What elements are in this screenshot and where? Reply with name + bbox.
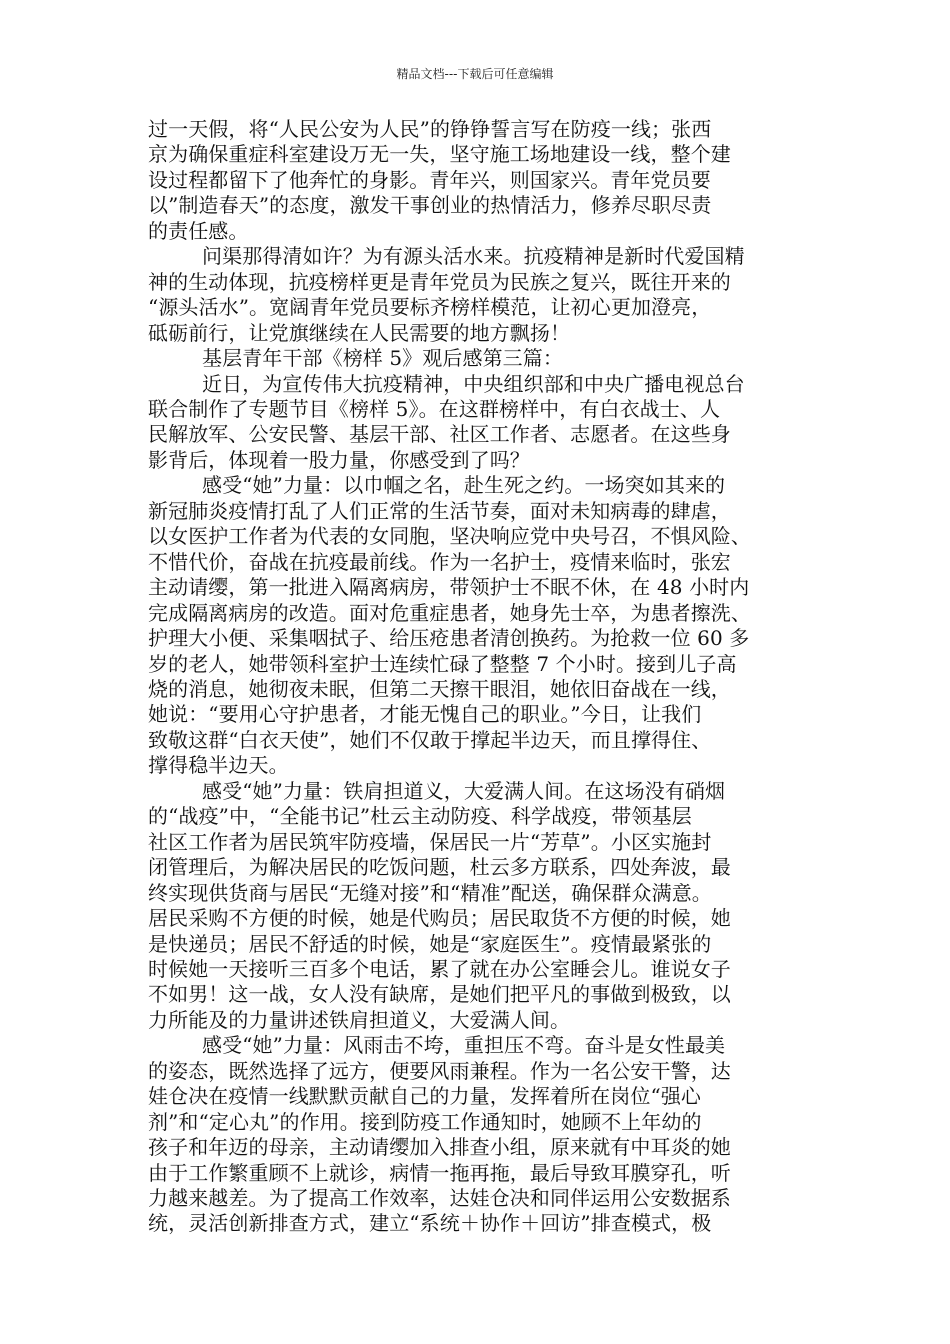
text-line: 砥砺前行，让党旗继续在人民需要的地方飘扬！ [148, 320, 571, 345]
text-line: 感受“她”力量：以巾帼之名，赴生死之约。一场突如其来的 [202, 473, 726, 498]
text-line: 以”制造春天”的态度，激发干事创业的热情活力，修养尽职尽责 [148, 193, 712, 218]
text-line: “源头活水”。宽阔青年党员要标齐榜样模范，让初心更加澄亮， [148, 295, 712, 320]
text-line: 岁的老人，她带领科室护士连续忙碌了整整 7 个小时。接到儿子高 [148, 651, 737, 676]
paragraph [148, 473, 808, 778]
text-line: 居民采购不方便的时候，她是代购员；居民取货不方便的时候，她 [148, 906, 731, 931]
text-line: 感受“她”力量：风雨击不垮，重担压不弯。奋斗是女性最美 [202, 1033, 726, 1058]
text-line: 烧的消息，她彻夜未眠，但第二天擦干眼泪，她依旧奋战在一线， [148, 676, 731, 701]
text-line: 孩子和年迈的母亲，主动请缨加入排查小组，原来就有中耳炎的她 [148, 1135, 731, 1160]
text-line: 过一天假，将“人民公安为人民”的铮铮誓言写在防疫一线；张西 [148, 117, 712, 141]
text-line: 护理大小便、采集咽拭子、给压疮患者清创换药。为抢救一位 60 多 [148, 626, 750, 651]
text-line: 撑得稳半边天。 [148, 753, 289, 778]
text-line: 完成隔离病房的改造。面对危重症患者，她身先士卒，为患者擦洗、 [148, 600, 751, 625]
text-line: 统，灵活创新排查方式，建立“系统＋协作＋回访”排查模式，极 [148, 1211, 712, 1236]
text-line: 闭管理后，为解决居民的吃饭问题，杜云多方联系，四处奔波，最 [148, 855, 731, 880]
text-line: 问渠那得清如许？为有源头活水来。抗疫精神是新时代爱国精 [202, 244, 745, 269]
text-line: 时候她一天接听三百多个电话，累了就在办公室睡会儿。谁说女子 [148, 956, 731, 981]
text-line: 是快递员；居民不舒适的时候，她是“家庭医生”。疫情最紧张的 [148, 931, 712, 956]
text-line: 致敬这群“白衣天使”，她们不仅敢于撑起半边天，而且撑得住、 [148, 727, 712, 752]
document-body [148, 117, 808, 1237]
page-header: 精品文档---下载后可任意编辑 [396, 67, 554, 81]
text-line: 主动请缨，第一批进入隔离病房，带领护士不眠不休，在 48 小时内 [148, 575, 750, 600]
paragraph [148, 372, 808, 474]
text-line: 京为确保重症科室建设万无一失，坚守施工场地建设一线，整个建 [148, 142, 731, 167]
text-line: 她说：“要用心守护患者，才能无愧自己的职业。”今日，让我们 [148, 702, 702, 727]
text-line: 联合制作了专题节目《榜样 5》。在这群榜样中，有白衣战士、人 [148, 396, 721, 421]
text-line: 的“战疫”中，“全能书记”杜云主动防疫、科学战疫，带领基层 [148, 804, 692, 829]
text-line: 神的生动体现，抗疫榜样更是青年党员为民族之复兴，既往开来的 [148, 269, 731, 294]
text-line: 由于工作繁重顾不上就诊，病情一拖再拖，最后导致耳膜穿孔，听 [148, 1160, 731, 1185]
paragraph [148, 117, 808, 244]
text-line: 设过程都留下了他奔忙的身影。青年兴，则国家兴。青年党员要 [148, 167, 711, 192]
text-line: 社区工作者为居民筑牢防疫墙，保居民一片“芳草”。小区实施封 [148, 829, 712, 854]
text-line: 力所能及的力量讲述铁肩担道义，大爱满人间。 [148, 1007, 571, 1032]
text-line: 力越来越差。为了提高工作效率，达娃仓决和同伴运用公安数据系 [148, 1186, 731, 1211]
text-line: 以女医护工作者为代表的女同胞，坚决响应党中央号召，不惧风险、 [148, 524, 751, 549]
text-line: 不惜代价，奋战在抗疫最前线。作为一名护士，疫情来临时，张宏 [148, 549, 731, 574]
text-line: 不如男！这一战，女人没有缺席，是她们把平凡的事做到极致，以 [148, 982, 731, 1007]
text-line: 的责任感。 [148, 218, 249, 243]
text-line: 感受“她”力量：铁肩担道义，大爱满人间。在这场没有硝烟 [202, 778, 726, 803]
text-line: 的姿态，既然选择了远方，便要风雨兼程。作为一名公安干警，达 [148, 1058, 731, 1083]
text-line: 近日，为宣传伟大抗疫精神，中央组织部和中央广播电视总台 [202, 371, 745, 396]
text-line: 终实现供货商与居民“无缝对接”和“精准”配送，确保群众满意。 [148, 880, 712, 905]
text-line: 民解放军、公安民警、基层干部、社区工作者、志愿者。在这些身 [148, 422, 731, 447]
text-line: 娃仓决在疫情一线默默贡献自己的力量，发挥着所在岗位“强心 [148, 1084, 702, 1109]
text-line: 基层青年干部《榜样 5》观后感第三篇： [202, 346, 563, 371]
paragraph [148, 244, 808, 346]
paragraph [148, 779, 808, 1034]
text-line: 影背后，体现着一股力量，你感受到了吗？ [148, 447, 530, 472]
text-line: 新冠肺炎疫情打乱了人们正常的生活节奏，面对未知病毒的肆虐， [148, 498, 731, 523]
text-line: 剂”和“定心丸”的作用。接到防疫工作通知时，她顾不上年幼的 [148, 1109, 702, 1134]
paragraph [148, 1033, 808, 1237]
paragraph [148, 346, 808, 371]
